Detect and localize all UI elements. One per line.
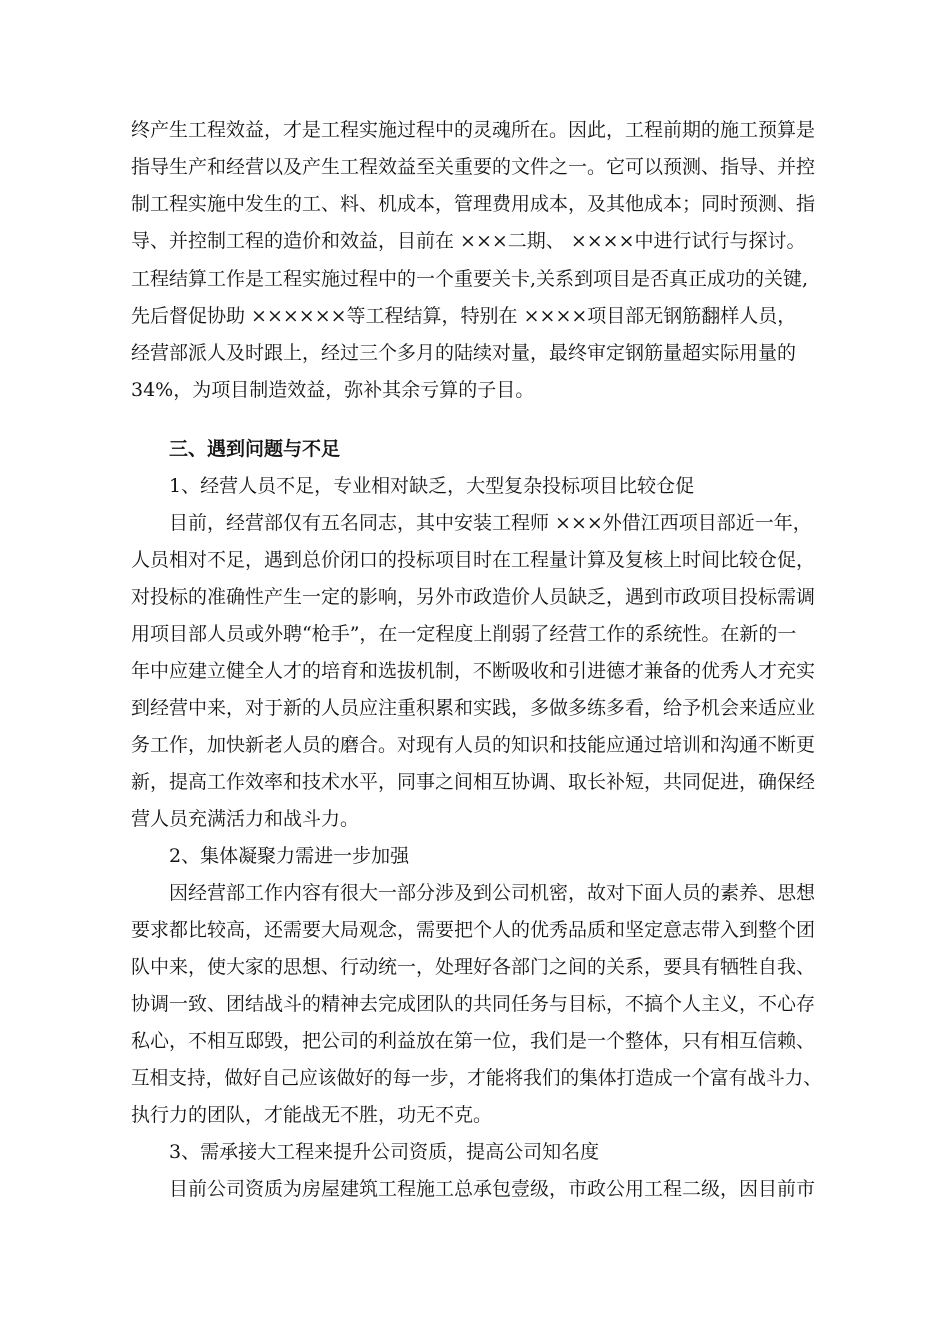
section-heading: 三、遇到问题与不足	[169, 438, 341, 460]
subsection-heading: 2、集体凝聚力需进一步加强	[169, 845, 410, 867]
body-line: 新，提高工作效率和技术水平，同事之间相互协调、取长补短，共同促进，确保经	[131, 771, 816, 793]
body-line: 营人员充满活力和战斗力。	[131, 808, 360, 830]
body-line: 用项目部人员或外聘“枪手”，在一定程度上削弱了经营工作的系统性。在新的一	[131, 623, 797, 645]
subsection-heading: 1、经营人员不足，专业相对缺乏，大型复杂投标项目比较仓促	[169, 475, 695, 497]
body-line: 协调一致、团结战斗的精神去完成团队的共同任务与目标，不搞个人主义，不心存	[131, 993, 816, 1015]
paragraph-first-line: 目前，经营部仅有五名同志，其中安装工程师 ×××外借江西项目部近一年，	[169, 512, 812, 534]
paragraph-first-line: 目前公司资质为房屋建筑工程施工总承包壹级，市政公用工程二级，因目前市	[169, 1178, 816, 1200]
body-line: 年中应建立健全人才的培育和选拔机制，不断吸收和引进德才兼备的优秀人才充实	[131, 660, 816, 682]
body-line: 终产生工程效益，才是工程实施过程中的灵魂所在。因此，工程前期的施工预算是	[131, 119, 816, 141]
paragraph-first-line: 因经营部工作内容有很大一部分涉及到公司机密，故对下面人员的素养、思想	[169, 882, 816, 904]
body-line: 先后督促协助 ××××××等工程结算，特别在 ××××项目部无钢筋翻样人员，	[131, 305, 797, 327]
body-line: 互相支持，做好自己应该做好的每一步，才能将我们的集体打造成一个富有战斗力、	[131, 1067, 822, 1089]
body-line: 34%，为项目制造效益，弥补其余亏算的子目。	[131, 379, 535, 401]
body-line: 到经营中来，对于新的人员应注重积累和实践，多做多练多看，给予机会来适应业	[131, 697, 816, 719]
body-line: 私心，不相互邸毁，把公司的利益放在第一位，我们是一个整体，只有相互信赖、	[131, 1030, 816, 1052]
body-line: 执行力的团队，才能战无不胜，功无不克。	[131, 1104, 493, 1126]
body-line: 务工作，加快新老人员的磨合。对现有人员的知识和技能应通过培训和沟通不断更	[131, 734, 816, 756]
body-line: 工程结算工作是工程实施过程中的一个重要关卡,关系到项目是否真正成功的关键,	[131, 268, 809, 290]
body-line: 导、并控制工程的造价和效益，目前在 ×××二期、 ××××中进行试行与探讨。	[131, 230, 806, 252]
body-line: 队中来，使大家的思想、行动统一，处理好各部门之间的关系，要具有牺牲自我、	[131, 956, 816, 978]
body-line: 经营部派人及时跟上，经过三个多月的陆续对量，最终审定钢筋量超实际用量的	[131, 342, 797, 364]
body-line: 指导生产和经营以及产生工程效益至关重要的文件之一。它可以预测、指导、并控	[131, 156, 816, 178]
body-line: 对投标的准确性产生一定的影响，另外市政造价人员缺乏，遇到市政项目投标需调	[131, 586, 816, 608]
subsection-heading: 3、需承接大工程来提升公司资质，提高公司知名度	[169, 1141, 600, 1163]
body-line: 制工程实施中发生的工、料、机成本，管理费用成本，及其他成本；同时预测、指	[131, 193, 816, 215]
body-line: 要求都比较高，还需要大局观念，需要把个人的优秀品质和坚定意志带入到整个团	[131, 919, 816, 941]
body-line: 人员相对不足，遇到总价闭口的投标项目时在工程量计算及复核上时间比较仓促，	[131, 549, 816, 571]
